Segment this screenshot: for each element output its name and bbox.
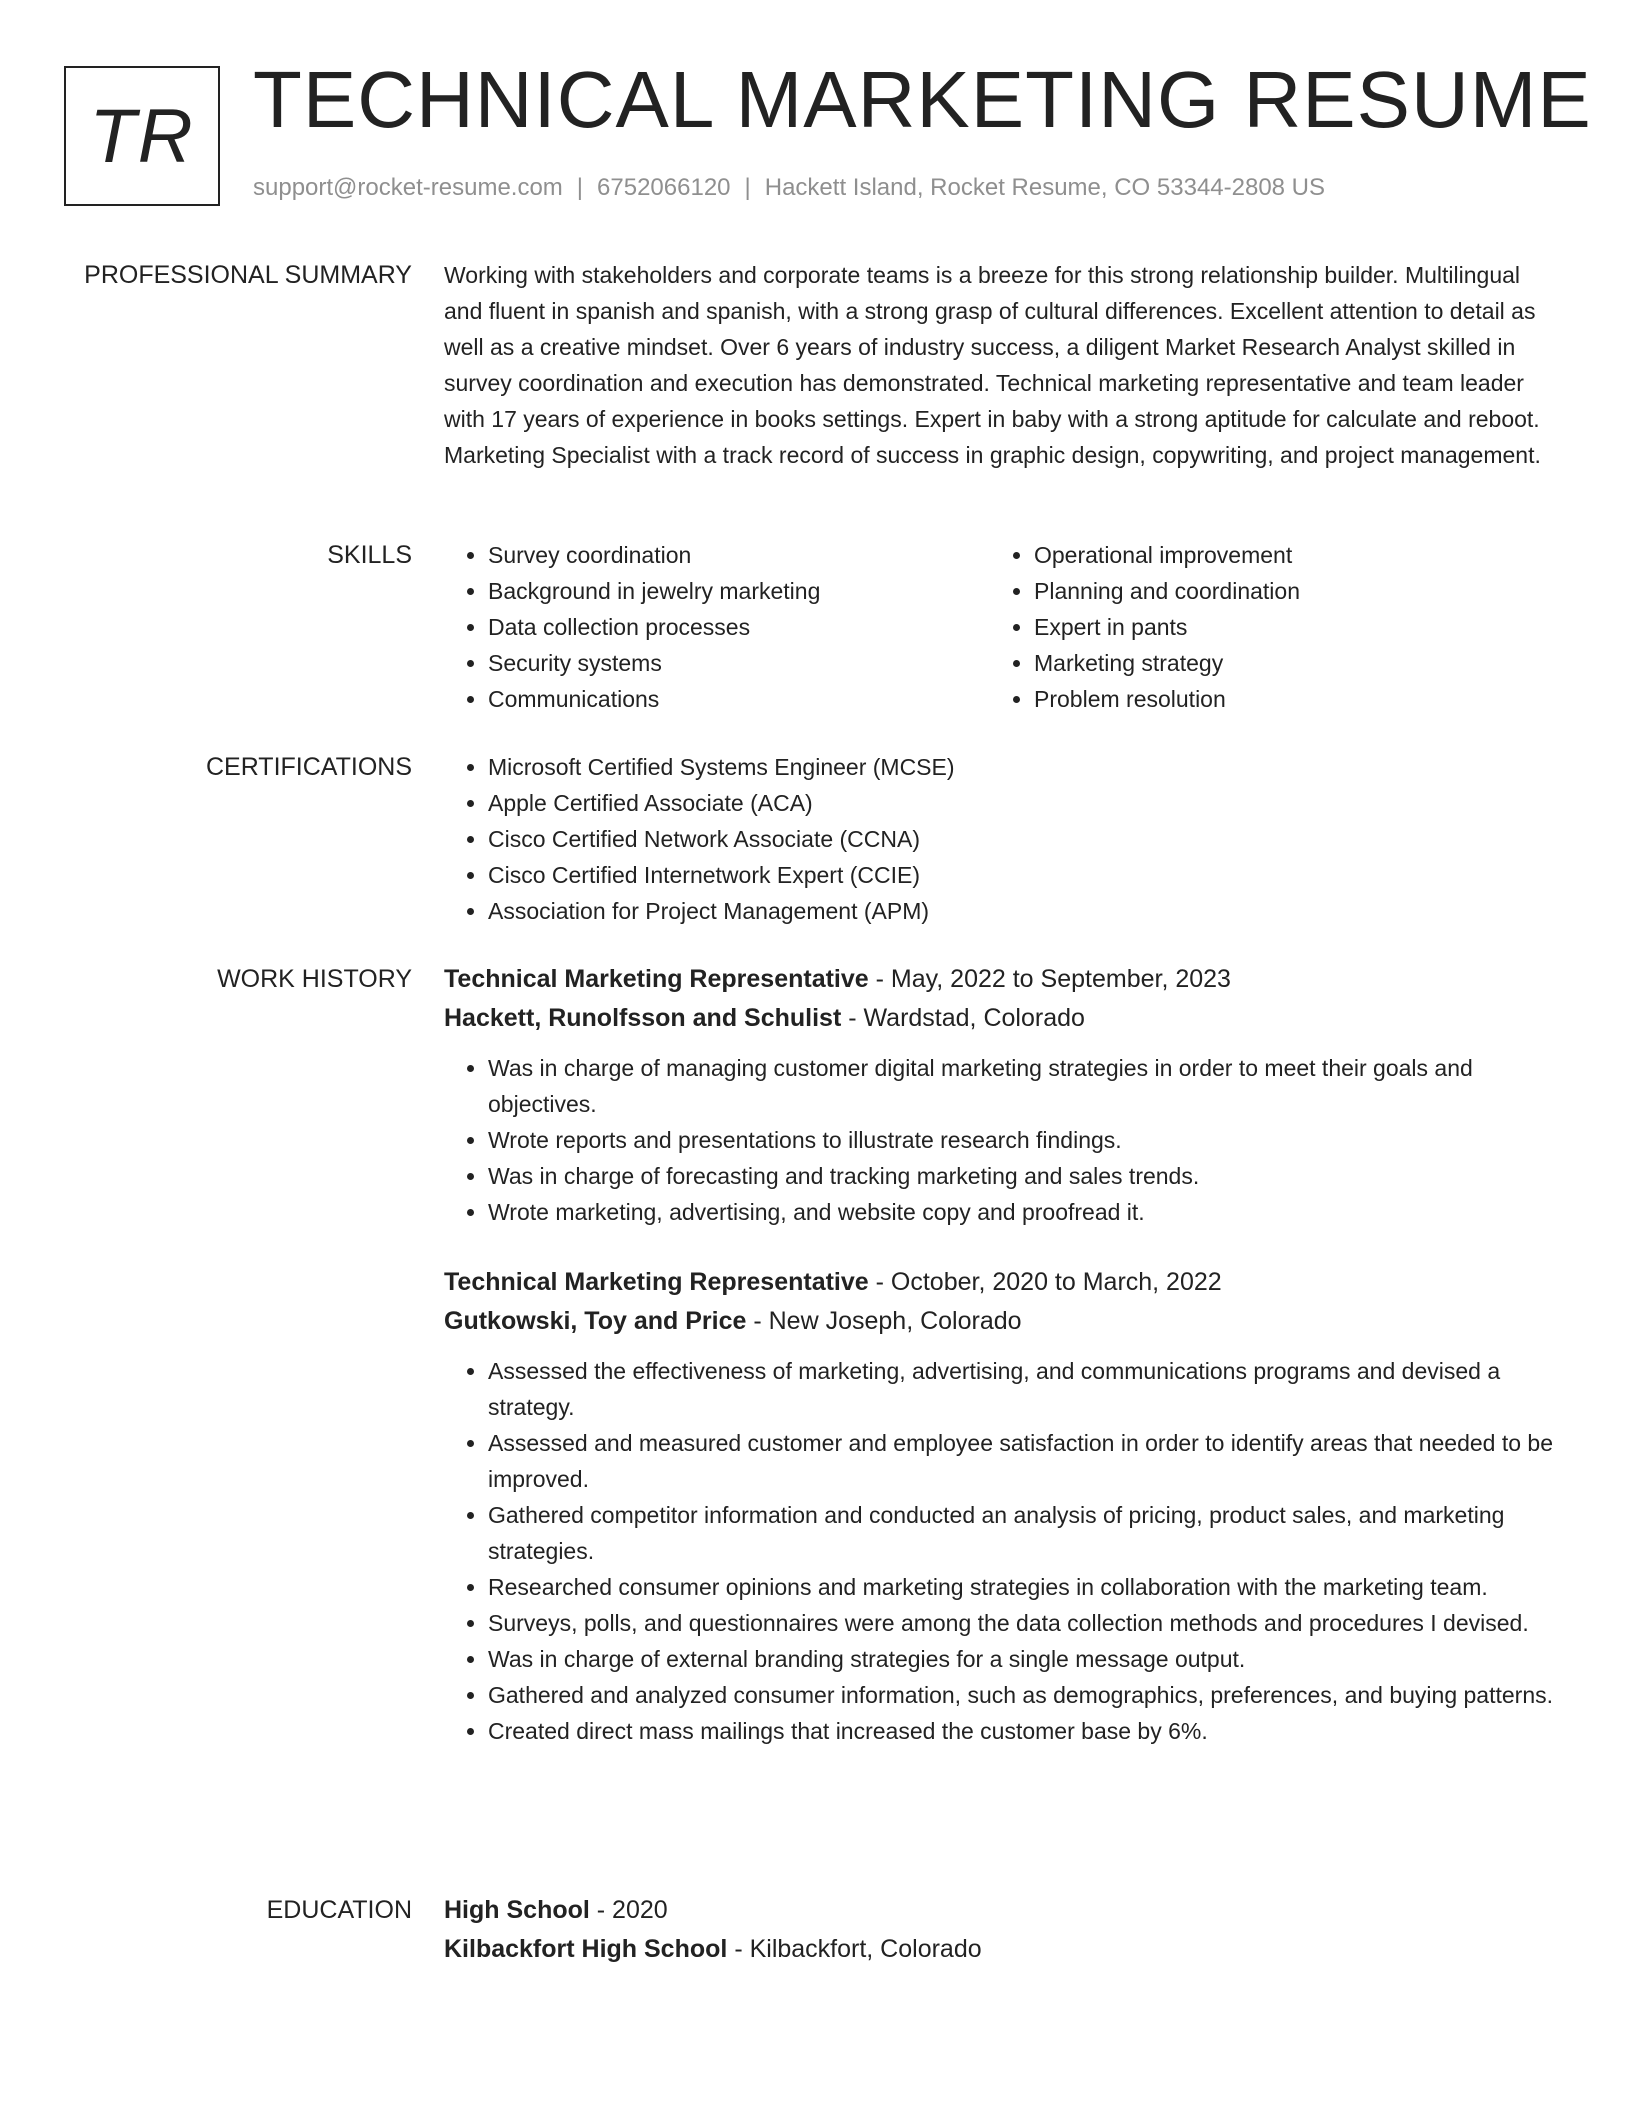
skill-item: • Security systems — [488, 645, 990, 681]
resume-title: TECHNICAL MARKETING RESUME — [253, 55, 1592, 144]
summary-text: Working with stakeholders and corporate teams is a breeze for this strong relationship builder. Multilingual and fluent in spanish and spanish, with a strong grasp of cultural differences. Excellent attention to detail as well as a creative mindset. Over 6 years of industry success, a diligent Market Research Analyst skilled in survey coordination and execution has demonstrated. Technical marketing representative and team leader with 17 years of experience in books settings. Expert in baby with a strong aptitude for calculate and reboot. Marketing Specialist with a track record of success in graphic design, copywriting, and project management. — [444, 262, 1541, 468]
education-school-line — [444, 1930, 1560, 1969]
job-title: Technical Marketing Representative — [444, 965, 869, 993]
job-dates: - May, 2022 to September, 2023 — [875, 965, 1231, 993]
work-history-body — [444, 960, 1560, 1749]
skill-item: • Communications — [488, 681, 990, 717]
job-bullet-list — [444, 1353, 1560, 1749]
job-company-line — [444, 1302, 1560, 1341]
job-title-line — [444, 1263, 1560, 1302]
education-year: - 2020 — [596, 1896, 668, 1924]
skills-column-right — [990, 537, 1536, 717]
section-heading: EDUCATION — [266, 1896, 412, 1924]
job-company-line — [444, 999, 1560, 1038]
contact-separator: | — [744, 174, 751, 201]
job-company: Gutkowski, Toy and Price — [444, 1307, 747, 1335]
section-heading: CERTIFICATIONS — [205, 753, 412, 781]
job-bullet: • Assessed the effectiveness of marketing, advertising, and communications programs and devised a strategy. — [488, 1353, 1560, 1425]
job-bullet: • Was in charge of forecasting and tracking marketing and sales trends. — [488, 1158, 1560, 1194]
skill-item: • Survey coordination — [488, 537, 990, 573]
job-bullet: • Wrote reports and presentations to illustrate research findings. — [488, 1122, 1560, 1158]
job-dates: - October, 2020 to March, 2022 — [875, 1268, 1222, 1296]
monogram-logo — [64, 66, 220, 206]
job-bullet: • Created direct mass mailings that increased the customer base by 6%. — [488, 1713, 1560, 1749]
skill-item: • Data collection processes — [488, 609, 990, 645]
education-school: Kilbackfort High School — [444, 1935, 728, 1963]
job-entry — [444, 960, 1560, 1230]
job-entry — [444, 1263, 1560, 1749]
job-bullet: • Researched consumer opinions and marketing strategies in collaboration with the marketing team. — [488, 1569, 1560, 1605]
skill-item: • Planning and coordination — [1034, 573, 1536, 609]
certification-item: • Cisco Certified Network Associate (CCNA) — [488, 821, 1560, 857]
certification-item: • Association for Project Management (APM) — [488, 893, 1560, 929]
job-bullet: • Gathered and analyzed consumer information, such as demographics, preferences, and buying patterns. — [488, 1677, 1560, 1713]
contact-phone: 6752066120 — [597, 174, 731, 201]
skill-item: • Problem resolution — [1034, 681, 1536, 717]
skills-list — [444, 537, 1560, 717]
contact-separator: | — [576, 174, 584, 201]
certification-item: • Microsoft Certified Systems Engineer (MCSE) — [488, 749, 1560, 785]
job-title: Technical Marketing Representative — [444, 1268, 869, 1296]
job-bullet: • Gathered competitor information and conducted an analysis of pricing, product sales, and marketing strategies. — [488, 1497, 1560, 1569]
certification-item: • Apple Certified Associate (ACA) — [488, 785, 1560, 821]
monogram-text: TR — [89, 93, 195, 179]
education-body — [444, 1891, 1560, 1969]
education-location: - Kilbackfort, Colorado — [734, 1935, 982, 1963]
job-bullet: • Assessed and measured customer and employee satisfaction in order to identify areas that needed to be improved. — [488, 1425, 1560, 1497]
contact-email: support@rocket-resume.com — [253, 174, 563, 201]
skill-item: • Operational improvement — [1034, 537, 1536, 573]
job-title-line — [444, 960, 1560, 999]
skill-item: • Background in jewelry marketing — [488, 573, 990, 609]
certifications-list — [444, 749, 1560, 929]
job-bullet: • Wrote marketing, advertising, and website copy and proofread it. — [488, 1194, 1560, 1230]
skills-column-left — [444, 537, 990, 717]
certification-item: • Cisco Certified Internetwork Expert (CCIE) — [488, 857, 1560, 893]
job-bullet: • Was in charge of external branding strategies for a single message output. — [488, 1641, 1560, 1677]
section-heading: PROFESSIONAL SUMMARY — [84, 261, 412, 289]
skill-item: • Marketing strategy — [1034, 645, 1536, 681]
job-bullet: • Was in charge of managing customer digital marketing strategies in order to meet their goals and objectives. — [488, 1050, 1560, 1122]
summary-body — [444, 257, 1560, 473]
skill-item: • Expert in pants — [1034, 609, 1536, 645]
job-company: Hackett, Runolfsson and Schulist — [444, 1004, 842, 1032]
education-degree: High School — [444, 1896, 590, 1924]
job-bullet-list — [444, 1050, 1560, 1230]
contact-address: Hackett Island, Rocket Resume, CO 53344-2808 US — [764, 174, 1326, 201]
contact-line — [253, 174, 1325, 202]
job-bullet: • Surveys, polls, and questionnaires were among the data collection methods and procedures I devised. — [488, 1605, 1560, 1641]
certifications-body — [444, 749, 1560, 929]
job-location: - Wardstad, Colorado — [848, 1004, 1085, 1032]
section-heading: SKILLS — [327, 541, 412, 569]
section-heading: WORK HISTORY — [217, 965, 412, 993]
education-degree-line — [444, 1891, 1560, 1930]
job-location: - New Joseph, Colorado — [753, 1307, 1022, 1335]
